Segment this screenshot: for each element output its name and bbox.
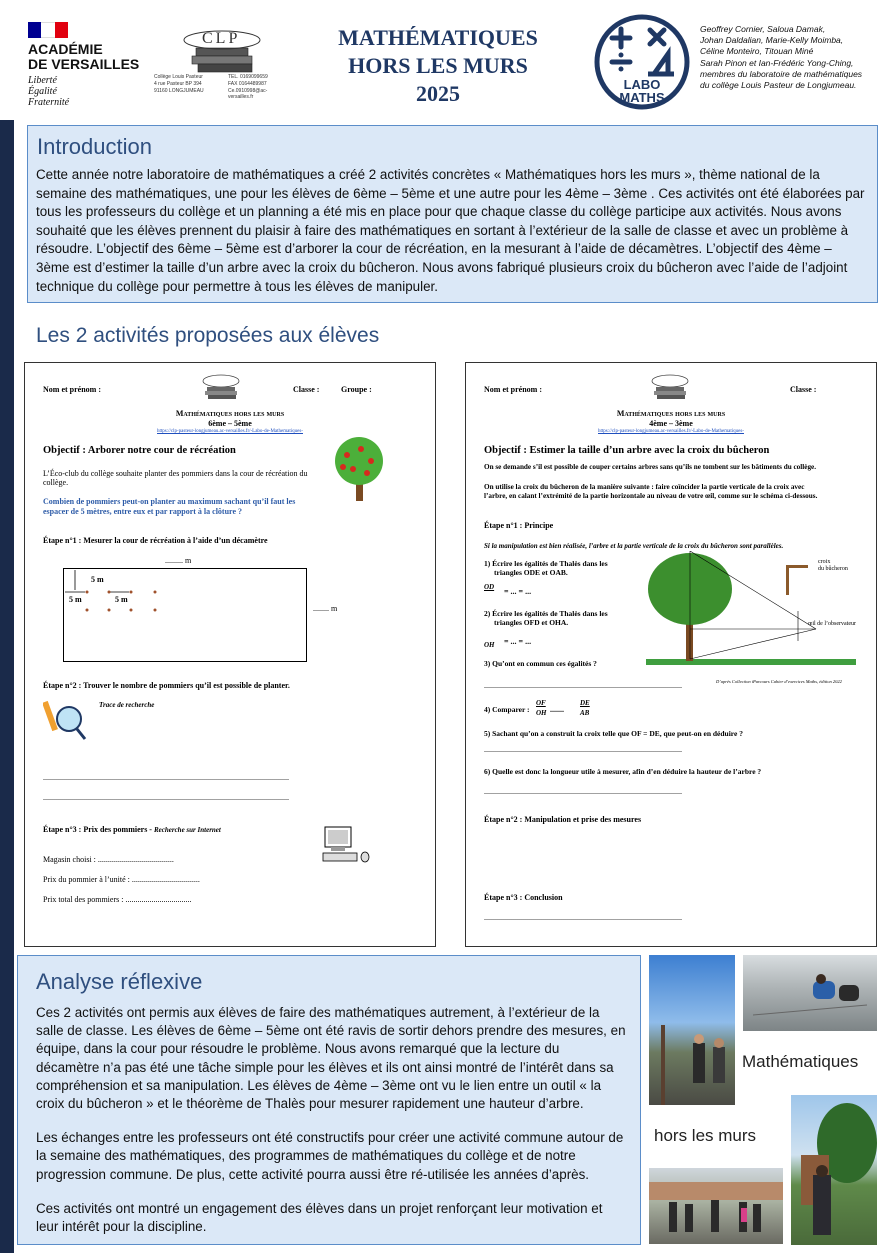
gallery-caption-1: Mathématiques xyxy=(742,1052,859,1071)
academy-motto xyxy=(28,75,148,108)
motto-fraternite: Fraternité xyxy=(28,97,70,108)
activity-sheet-6e-5e xyxy=(24,362,436,947)
fraction-oh: OH xyxy=(484,641,495,649)
clp-mail: Ce.0910998@ac-versailles.fr xyxy=(228,88,268,100)
intro-text-part: Cette année notre laboratoire de mathématiques a créé 2 activités concrètes « Mathématiques hors les murs », thème national de la semaine des mathématiques, une pour les élèves de xyxy=(36,167,820,201)
answer-line: ................................................................................................... xyxy=(484,913,682,922)
analysis-box xyxy=(17,955,641,1245)
name-field-label: Nom et prénom : xyxy=(484,385,542,394)
sheet-step2: Étape n°2 : Manipulation et prise des mesures xyxy=(484,815,642,824)
sheet-question-line: Combien de pommiers peut-on planter au maximum sachant qu’il faut les xyxy=(43,497,296,506)
title-year: 2025 xyxy=(416,81,460,106)
clp-fax: FAX 0164489987 xyxy=(228,81,267,87)
answer-line: ........................................................................................................................... xyxy=(43,793,289,802)
answer-line: ................................................................................................... xyxy=(484,681,682,690)
sheet-intro-line: collège. xyxy=(43,478,69,487)
question-1: 1) Écrire les égalités de Thalès dans les xyxy=(484,559,608,568)
sheet-intro-line: On se demande s’il est possible de couper certains arbres sans qu’ils ne tombent sur les bâtiments du collège. xyxy=(484,463,817,471)
analysis-paragraph-1 xyxy=(36,1004,626,1113)
motto-liberte: Liberté xyxy=(28,75,57,86)
cross-label: croix xyxy=(818,559,831,565)
students-measuring-figures xyxy=(743,955,877,1031)
sheet-objective: Objectif : Arborer notre cour de récréation xyxy=(43,445,236,456)
clp-college-logo xyxy=(152,26,292,104)
question-5: 5) Sachant qu’on a construit la croix telle que OF = DE, que peut-on en déduire ? xyxy=(484,729,743,738)
question-1b: triangles ODE et OAB. xyxy=(494,568,568,577)
maths-text: MATHS xyxy=(619,90,665,105)
answer-line: ................................................................................................... xyxy=(484,745,682,754)
fraction-de: DE xyxy=(580,699,590,707)
title-line2: HORS LES MURS xyxy=(348,53,528,78)
computer-icon xyxy=(319,823,373,869)
answer-line: ................................................................................................... xyxy=(484,787,682,796)
author-line: membres du laboratoire de mathématiques xyxy=(700,68,863,79)
intro-text-part: est d’estimer la taille d’un arbre avec la croix du bûcheron. Nous avons fabriqué plusieurs croix du bûcheron avec l’aide de l’adjoint technique du collège pour permettre à tous les élèves de manipuler. xyxy=(36,259,848,294)
sheet-step3: Étape n°3 : Prix des pommiers - xyxy=(43,825,152,834)
question-6: 6) Quelle est donc la longueur utile à mesurer, afin d’en déduire la hauteur de l’arbre ? xyxy=(484,767,762,776)
sheet-title: Mathématiques hors les murs xyxy=(175,409,285,418)
question-3: 3) Qu’ont en commun ces égalités ? xyxy=(484,659,597,668)
gallery-caption-2: hors les murs xyxy=(654,1126,757,1145)
sheet-step1: Étape n°1 : Principe xyxy=(484,521,554,530)
students-group-figures xyxy=(649,1168,783,1244)
photo-tree-student xyxy=(791,1095,877,1245)
authors-list xyxy=(700,24,870,91)
intro-text-part: . Ces activités ont été élaborées par tous les professeurs du collège et un planning a été mis en place pour que chaque classe du collège participe aux activités. Nous avons souhaité que les élèves prennent du plaisir à faire des mathématiques en sortant à l’extérieur de la salle de classe et avec un problème à résoudre. L’objectif des xyxy=(36,185,865,257)
tree-and-student-figures xyxy=(791,1095,877,1245)
sheet-step3: Étape n°3 : Conclusion xyxy=(484,893,563,902)
sheet-link[interactable]: https://clp-pasteur-longjumeau.ac-versailles.fr/-Labo-de-Mathematiques- xyxy=(598,429,744,434)
poster-title xyxy=(300,24,576,108)
clp-mini-logo-icon xyxy=(201,373,241,401)
class-field-label: Classe : xyxy=(790,385,817,394)
fraction-ab: AB xyxy=(580,709,590,717)
sheet-intro-line: On utilise la croix du bûcheron de la manière suivante : faire coïncider la partie verticale de la croix avec xyxy=(484,483,805,491)
labo-text: LABO xyxy=(623,77,661,92)
activity-sheet-4e-3e: Nom et prénom : Classe : Mathématiques hors les murs 4ème – 3ème https://clp-pasteur-longjumeau.ac-versailles.fr/-Labo-de-Mathematiques- Objectif : Estimer la taille d’un arbre avec la croix du bûcheron On se demande s’il est possible de couper certains arbres sans qu’ils ne tombent sur les bâtiments du collège. On utilise la croix du bûcheron de la manière suivante : faire coïncider la partie verticale de la croix avec l’arbre, en calant l’extrémité de la partie horizontale au niveau de votre œil, comme sur le schéma ci-dessous. Étape n°1 : Principe Si la manipulation est bien réalisée, l’arbre et la partie verticale de la croix du bûcheron sont parallèles. 1) Écrire les égalités de Thalès dans les triangles ODE et OAB. OD = ... = ... 2) Écrire les égalités de Thalès dans les triangles OFD et OHA. OH = ... = ... 3) Qu’ont en commun ces égalités ? croix du bûcheron œil de l’observateur D’après Collection iParcours Cahier d’exercices Maths, édition 2022 ................................................................................................... 4) Comparer : OF OH ....... DE AB 5) Sachant qu’on a construit la croix telle que OF = DE, que peut-on en déduire ? ................................................................................................... 6) Quelle est donc la longueur utile à mesurer, afin d’en déduire la hauteur de l’arbre ? ................................................................................................... Étape n°2 : Manipulation et prise des mesures Étape n°3 : Conclusion ................................................................................................... xyxy=(465,362,877,947)
unit-price-field: Prix du pommier à l’unité : .................................. xyxy=(43,875,200,884)
photo-students-sky xyxy=(649,955,735,1105)
analysis-text-part: Ces 2 activités ont permis aux élèves de faire des mathématiques autrement, à l’extérieur de la salle de classe. Les élèves de xyxy=(36,1005,600,1039)
analysis-text xyxy=(36,1004,626,1236)
magnifier-pencil-icon xyxy=(43,697,87,743)
answer-line: ........................................................................................................................... xyxy=(43,773,289,782)
name-field-label: Nom et prénom : xyxy=(43,385,101,394)
analysis-paragraph-2: Les échanges entre les professeurs ont été constructifs pour créer une activité commune autour de la semaine des mathématiques, des programmes de mathématiques du collège et de notre progression commune. De plus, cette activité pourra aussi être ré-utilisée les années d’après. xyxy=(36,1130,624,1182)
author-line: Geoffrey Cornier, Saloua Damak, xyxy=(700,24,826,34)
intro-text-part: et une autre pour les xyxy=(435,185,566,201)
grade-range: 6ème – 5ème xyxy=(177,241,260,257)
research-trace-label: Trace de recherche xyxy=(99,701,155,709)
eye-label: œil de l’observateur xyxy=(808,621,856,627)
author-line: Sarah Pinon et Ian-Frédéric Yong-Ching, xyxy=(700,57,854,68)
sheet-question-line: espacer de 5 mètres, entre eux et par rapport à la clôture ? xyxy=(43,507,242,516)
sheet-hint: Si la manipulation est bien réalisée, l’arbre et la partie verticale de la croix du bûcheron sont parallèles. xyxy=(484,542,784,550)
academy-line2: DE VERSAILLES xyxy=(28,56,140,72)
sheet-intro-line: l’arbre, en calant l’extrémité de la partie horizontale au niveau de votre œil, comme sur le schéma ci-dessous. xyxy=(484,492,818,500)
labo-maths-logo xyxy=(594,14,690,110)
sheet-objective: Objectif : Estimer la taille d’un arbre avec la croix du bûcheron xyxy=(484,445,770,456)
spacing-label: 5 m xyxy=(69,595,82,604)
author-line: Céline Monteiro, Titouan Miné xyxy=(700,46,814,57)
sheet-step2: Étape n°2 : Trouver le nombre de pommiers qu’il est possible de planter. xyxy=(43,681,290,690)
dimension-right: ........ m xyxy=(313,604,338,613)
french-flag-icon xyxy=(28,22,68,38)
shop-field: Magasin choisi : ...................................... xyxy=(43,855,174,864)
fraction-oh-denominator: OH xyxy=(536,709,547,717)
spacing-label: 5 m xyxy=(115,595,128,604)
students-figures xyxy=(649,955,735,1105)
academy-logo xyxy=(28,22,148,108)
fraction-of: OF xyxy=(536,699,546,707)
photo-students-group xyxy=(649,1168,783,1244)
grade-range: 6ème – 5ème xyxy=(217,1023,300,1039)
author-line: Johan Daldalian, Marie-Kelly Moimba, xyxy=(700,35,844,46)
academy-line1: ACADÉMIE xyxy=(28,41,103,57)
intro-text-part: est d’arborer la cour de récréation, en la mesurant à l’aide de décamètres. L’objectif des xyxy=(259,241,788,257)
title-line1: MATHÉMATIQUES xyxy=(338,25,538,50)
activities-section-title: Les 2 activités proposées aux élèves xyxy=(36,324,380,347)
fraction-od: OD xyxy=(484,583,495,591)
question-4: 4) Comparer : xyxy=(484,705,530,714)
author-line: du collège Louis Pasteur de Longjumeau. xyxy=(700,80,857,91)
sheet-intro-line: L’Éco-club du collège souhaite planter des pommiers dans la cour de récréation du xyxy=(43,469,308,478)
poster-header xyxy=(0,0,880,120)
spacing-label: 5 m xyxy=(91,575,104,584)
analysis-text-part: ont vu le lien entre un outil « la croix du bûcheron » et le théorème de Thalès pour mesurer rapidement une hauteur d’arbre. xyxy=(36,1077,602,1112)
left-accent-bar xyxy=(0,120,14,1253)
analysis-text-part: ont été ravis de sortir dehors prendre des mesures, en équipe, dans la cour pour résoudre le problème. Nous avons remarqué que la lecture du décamètre n’a pas été une tâche simple pour les élèves et ils ont ainsi montré de l’intérêt dans sa compréhension et sa manipulation. Les élèves de xyxy=(36,1023,626,1093)
introduction-box xyxy=(27,125,878,303)
total-price-field: Prix total des pommiers : ................................. xyxy=(43,895,192,904)
sheet-level: 6ème – 5ème xyxy=(208,419,252,428)
clp-address-line1: Collège Louis Pasteur xyxy=(154,74,203,80)
analysis-title: Analyse réflexive xyxy=(36,969,203,994)
motto-egalite: Égalité xyxy=(28,86,57,97)
grade-range: 4ème – 3ème xyxy=(333,1077,416,1093)
photo-measuring-ground xyxy=(743,955,877,1031)
question-2: 2) Écrire les égalités de Thalès dans les xyxy=(484,609,608,618)
academy-name xyxy=(28,42,148,72)
sheet-link[interactable]: https://clp-pasteur-longjumeau.ac-versailles.fr/-Labo-de-Mathematiques- xyxy=(157,429,303,434)
diagram-credit: D’après Collection iParcours Cahier d’exercices Maths, édition 2022 xyxy=(716,679,842,684)
grade-range: 4ème – 3ème xyxy=(565,185,648,201)
apple-tree-icon xyxy=(327,433,393,503)
grade-range: 4ème – 3ème xyxy=(36,241,832,275)
spacing-arrows-icon xyxy=(63,568,183,618)
sheet-step1: Étape n°1 : Mesurer la cour de récréation à l’aide d’un décamètre xyxy=(43,536,268,545)
sheet-step3-note: Recherche sur Internet xyxy=(153,826,221,834)
clp-logo-text: CLP xyxy=(202,30,241,47)
clp-address-line2: 4 rue Pasteur BP 394 xyxy=(154,81,202,87)
clp-tel: TEL. 0169099659 xyxy=(228,74,268,80)
group-field-label: Groupe : xyxy=(341,385,372,394)
clp-mini-logo-icon xyxy=(650,373,690,401)
cross-label-2: du bûcheron xyxy=(818,566,848,572)
sheet-title: Mathématiques hors les murs xyxy=(616,409,726,418)
introduction-title: Introduction xyxy=(37,134,152,159)
analysis-paragraph-3: Ces activités ont montré un engagement des élèves dans un projet renforçant leur motivation et leur intérêt pour la discipline. xyxy=(36,1200,603,1235)
class-field-label: Classe : xyxy=(293,385,320,394)
sheet-level: 4ème – 3ème xyxy=(649,419,693,428)
clp-address-line3: 91160 LONGJUMEAU xyxy=(154,88,204,94)
introduction-text xyxy=(36,166,866,296)
dimension-top: ......... m xyxy=(165,556,192,565)
grade-range: 6ème – 5ème xyxy=(353,185,435,201)
question-2b: triangles OFD et OHA. xyxy=(494,618,569,627)
